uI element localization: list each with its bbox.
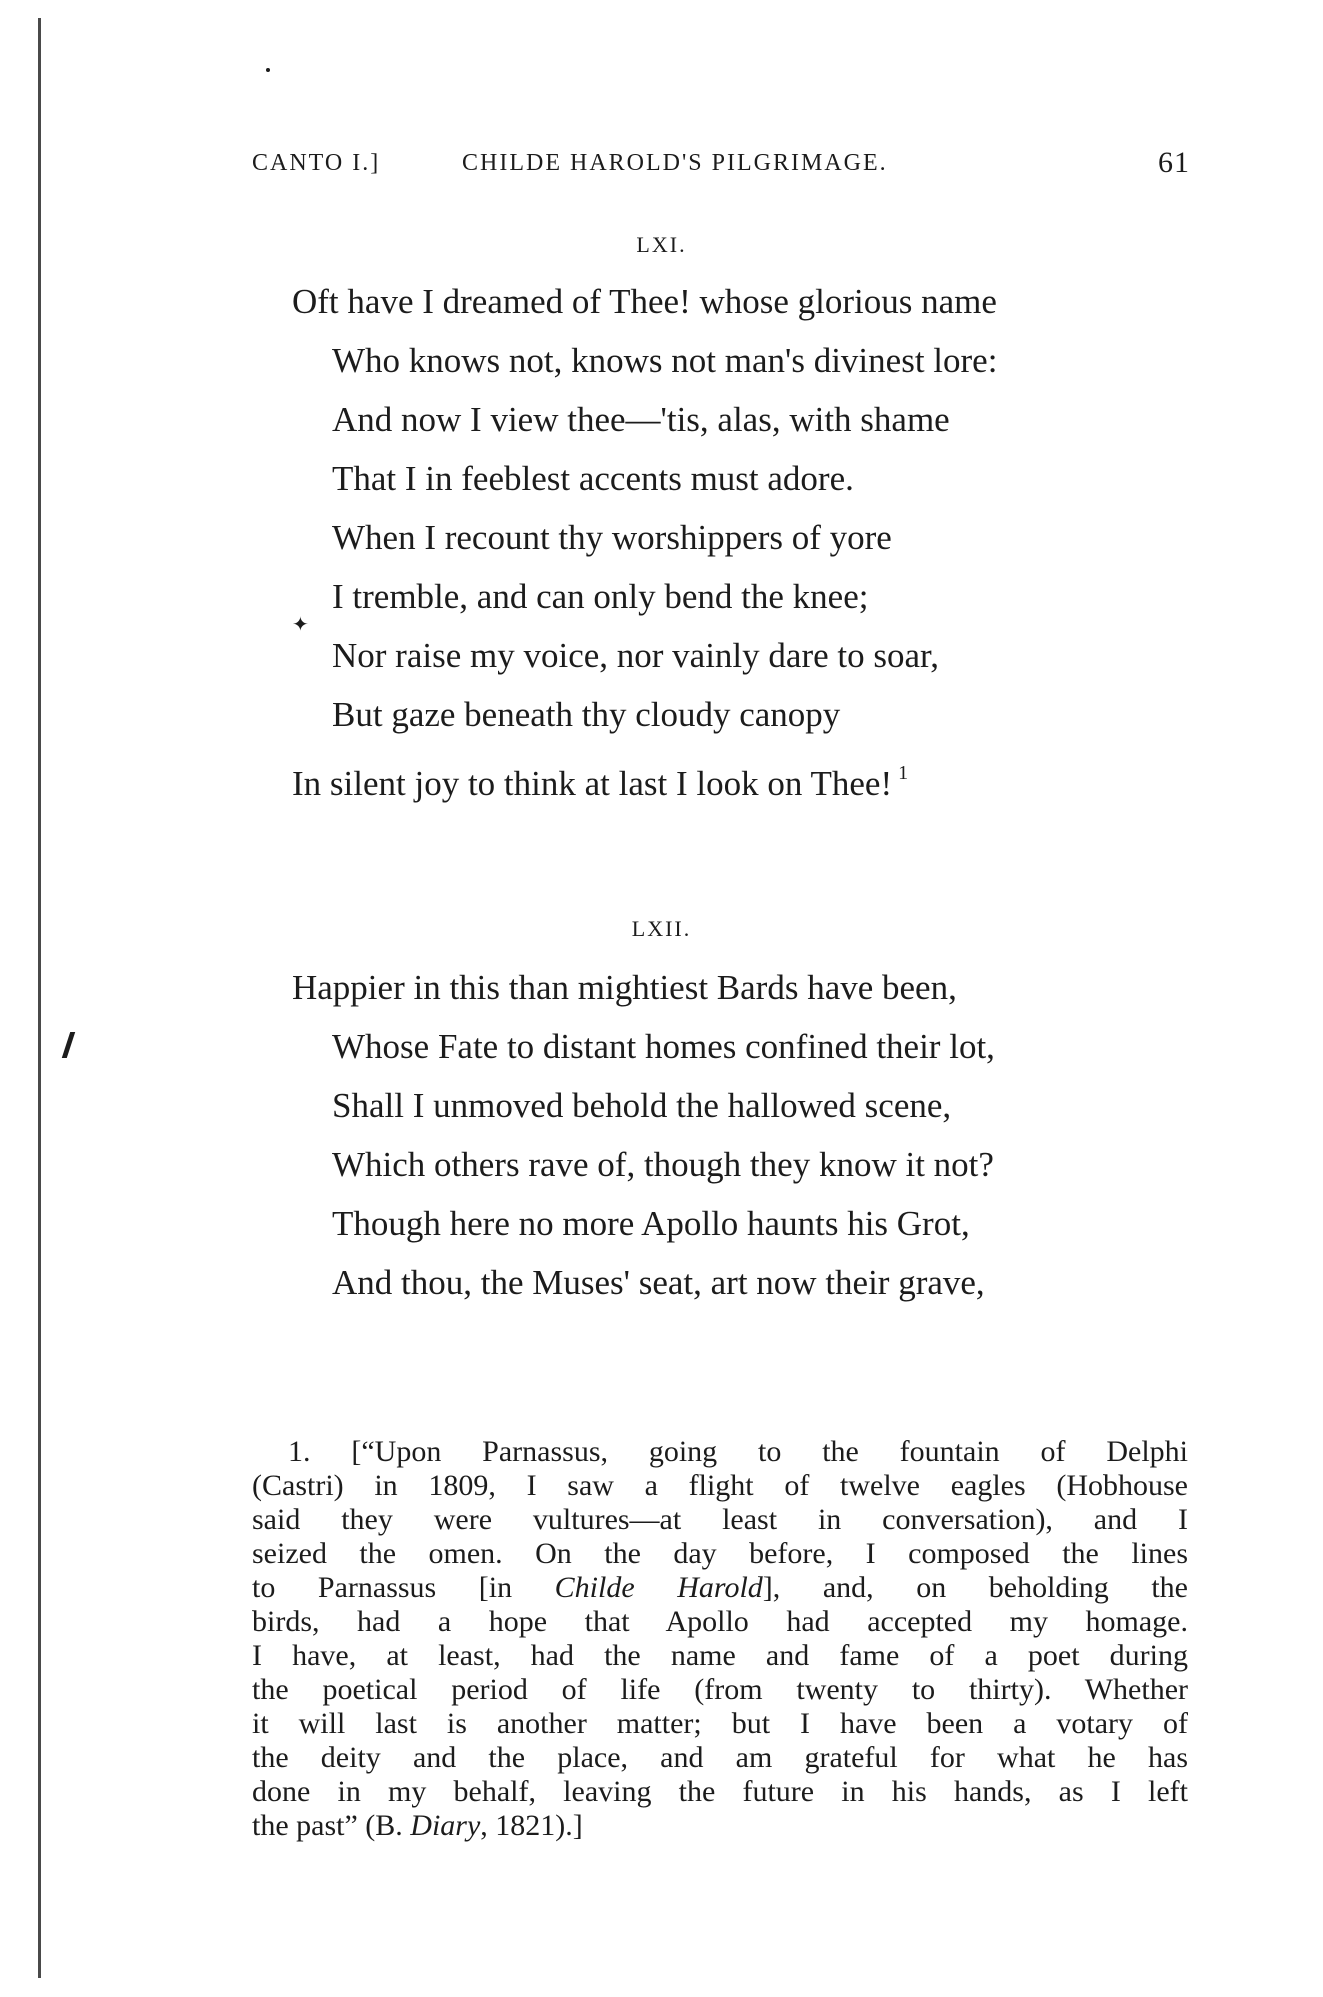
book-spine-edge — [38, 18, 41, 1978]
stanza-number: LXI. — [636, 232, 687, 257]
verse-line: Who knows not, knows not man's divinest lore: — [332, 341, 998, 380]
margin-ink-mark — [62, 1032, 75, 1058]
verse-line — [292, 744, 1192, 803]
footnote-line: done in my behalf, leaving the future in his hands, as I left — [252, 1775, 1188, 1808]
footnote-line — [252, 1571, 1188, 1605]
footnote-line — [252, 1809, 1188, 1843]
footnote-italic-title: Childe Harold — [554, 1571, 763, 1604]
verse-line: And thou, the Muses' seat, art now their grave, — [332, 1263, 985, 1302]
stanza-lxii — [292, 958, 1192, 1312]
ink-speck — [266, 68, 270, 72]
verse-line: Oft have I dreamed of Thee! whose glorious name — [292, 282, 997, 321]
footnote-line: (Castri) in 1809, I saw a flight of twelve eagles (Hobhouse — [252, 1469, 1188, 1502]
stanza-lxi — [292, 272, 1192, 803]
footnote-line: 1. [“Upon Parnassus, going to the fountain of Delphi — [288, 1435, 1188, 1468]
verse-line: That I in feeblest accents must adore. — [332, 459, 854, 498]
verse-line: I tremble, and can only bend the knee; — [332, 577, 869, 616]
verse-line: When I recount thy worshippers of yore — [332, 518, 892, 557]
verse-text: In silent joy to think at last I look on Thee! — [292, 764, 893, 803]
running-head — [252, 146, 1190, 190]
footnote-line: seized the omen. On the day before, I composed the lines — [252, 1537, 1188, 1570]
footnote-marker: 1 — [898, 762, 909, 784]
verse-line: Whose Fate to distant homes confined their lot, — [332, 1027, 995, 1066]
footnote-line: birds, had a hope that Apollo had accepted my homage. — [252, 1605, 1188, 1638]
book-title: CHILDE HAROLD'S PILGRIMAGE. — [462, 150, 888, 176]
page-number: 61 — [1158, 146, 1190, 179]
footnote-text: to Parnassus [in — [252, 1571, 555, 1604]
verse-line: Though here no more Apollo haunts his Grot, — [332, 1204, 970, 1243]
footnote-italic-source: Diary — [410, 1809, 481, 1842]
verse-line: Shall I unmoved behold the hallowed scene, — [332, 1086, 952, 1125]
footnote-text: , 1821).] — [480, 1809, 583, 1842]
canto-label: CANTO I.] — [252, 150, 381, 176]
verse-line: And now I view thee—'tis, alas, with shame — [332, 400, 950, 439]
footnote — [252, 1435, 1188, 1843]
footnote-line: the deity and the place, and am grateful for what he has — [252, 1741, 1188, 1774]
footnote-line: the poetical period of life (from twenty to thirty). Whether — [252, 1673, 1188, 1706]
footnote-line: said they were vultures—at least in conversation), and I — [252, 1503, 1188, 1536]
stanza-number: LXII. — [631, 916, 692, 941]
footnote-line: I have, at least, had the name and fame of a poet during — [252, 1639, 1188, 1672]
margin-pointer-mark: ✦ — [292, 614, 309, 636]
verse-line: Which others rave of, though they know it not? — [332, 1145, 994, 1184]
footnote-line: it will last is another matter; but I have been a votary of — [252, 1707, 1188, 1740]
footnote-text: ], and, on beholding the — [762, 1571, 1188, 1604]
verse-line: But gaze beneath thy cloudy canopy — [332, 695, 841, 734]
footnote-text: the past” (B. — [252, 1809, 411, 1842]
verse-line: Nor raise my voice, nor vainly dare to soar, — [332, 636, 940, 675]
verse-line: Happier in this than mightiest Bards have been, — [292, 968, 957, 1007]
